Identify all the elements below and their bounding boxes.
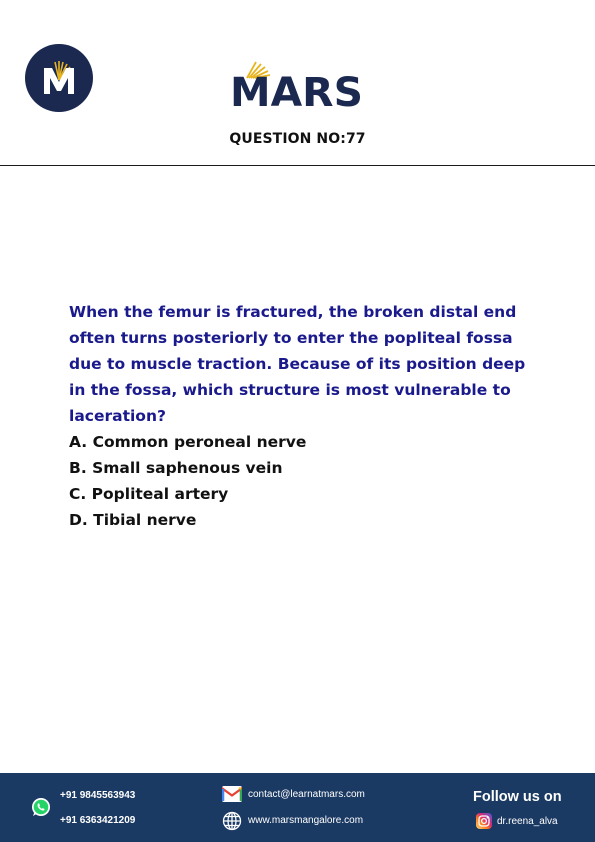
follow-us-label: Follow us on — [473, 789, 562, 805]
footer — [0, 773, 595, 842]
option-b: B. Small saphenous vein — [69, 459, 283, 477]
website-link[interactable]: www.marsmangalore.com — [248, 815, 364, 826]
option-c: C. Popliteal artery — [69, 485, 229, 503]
email-link[interactable]: contact@learnatmars.com — [248, 789, 365, 800]
mars-badge-logo — [25, 44, 93, 112]
question-text: When the femur is fractured, the broken distal end often turns posteriorly to enter the popliteal fossa due to muscle traction. Because of its position deep in the fossa, which structure is most vulnerable to laceration? — [69, 303, 526, 425]
instagram-icon[interactable] — [476, 813, 492, 829]
brand-name: MARS — [230, 70, 363, 108]
header-divider — [0, 165, 595, 166]
instagram-handle[interactable]: dr.reena_alva — [497, 816, 558, 827]
gmail-icon — [222, 786, 242, 802]
phone-1[interactable]: +91 9845563943 — [60, 790, 136, 801]
question-number: QUESTION NO:77 — [229, 131, 366, 147]
option-d: D. Tibial nerve — [69, 511, 197, 529]
whatsapp-icon — [31, 797, 51, 817]
mars-brand-logo — [230, 60, 365, 108]
answer-options — [69, 429, 306, 533]
option-a: A. Common peroneal nerve — [69, 433, 307, 451]
globe-icon — [222, 811, 242, 831]
phone-2[interactable]: +91 6363421209 — [60, 815, 136, 826]
